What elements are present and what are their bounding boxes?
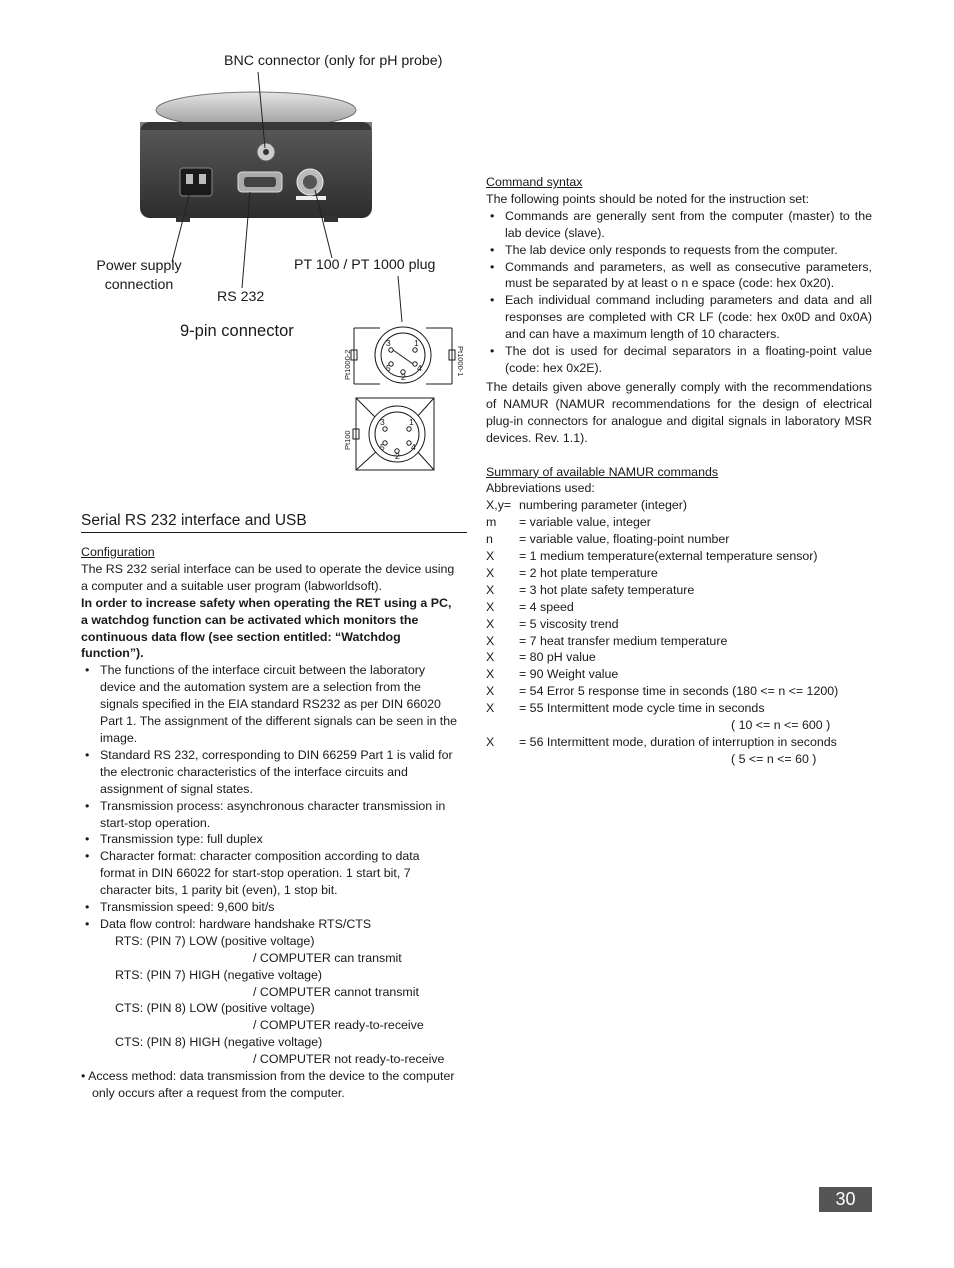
signal-line: RTS: (PIN 7) LOW (positive voltage) [115,933,315,948]
command-syntax-intro: The following points should be noted for the instruction set: [486,191,810,206]
pt-plug-label: PT 100 / PT 1000 plug [294,257,436,273]
list-item: • The dot is used for decimal separators in a floating-point value (code: hex 0x2E). [486,343,872,377]
abbrev-key: X [486,701,495,716]
abbrev-row [486,700,872,717]
access-method: • Access method: data transmission from the device to the computer only occurs after a request from the computer. [81,1069,455,1100]
list-item: • The functions of the interface circuit between the laboratory device and the automation system are a selection from the signals specified in the EIA standard RS232 as per DIN 66020 Part 1. The assignment of the different signals can be seen in the image. [81,662,458,747]
abbrev-row [486,649,872,666]
list-item: • Data flow control: hardware handshake RTS/CTS [81,916,458,933]
power-supply-line2: connection [104,277,174,293]
abbrev-key: X [486,599,495,614]
connector-diagram [340,322,470,478]
abbrev-range: ( 10 <= n <= 600 ) [731,718,831,733]
abbrev-row [486,582,872,599]
signal-line: RTS: (PIN 7) HIGH (negative voltage) [115,967,323,982]
abbrev-row [486,683,872,700]
right-column [486,174,872,768]
list-item: • Each individual command including parameters and data and all responses are completed with CR LF (code: hex 0x0D and 0x0A) and can have a maximum length of 10 characters. [486,292,872,343]
abbrev-key: X [486,735,495,749]
abbrev-row [486,497,872,514]
abbrev-key: X [486,650,495,665]
section-rule [81,532,467,533]
abbrev-key: X [486,582,495,597]
abbrev-value: = 2 hot plate temperature [519,565,658,580]
abbrev-value: = 1 medium temperature(external temperature sensor) [519,549,818,564]
abbrev-key: X [486,633,495,648]
list-item: • Transmission type: full duplex [81,831,458,848]
list-item: • Transmission process: asynchronous character transmission in start-stop operation. [81,798,458,832]
abbrev-key: X [486,565,495,580]
signal-result: / COMPUTER can transmit [253,950,402,965]
signal-result: / COMPUTER ready-to-receive [253,1018,424,1033]
abbrev-value: = 54 Error 5 response time in seconds (180 <= n <= 1200) [519,684,839,699]
abbrev-key: X [486,616,495,631]
bnc-label-bold: BNC connector [224,53,321,69]
left-column [81,544,458,1102]
list-item: • Character format: character composition according to data format in DIN 66022 for start-stop operation. 1 start bit, 7 character bits, 1 parity bit (even), 1 stop bit. [81,848,458,899]
list-item: • The lab device only responds to requests from the computer. [486,242,872,259]
pin-number: 2 [395,451,400,461]
pin-connector-label: 9-pin connector [180,322,294,340]
pin-number: 2 [401,372,406,382]
pt1000-1-label: Pt1000-1 [456,346,465,377]
section-title: Serial RS 232 interface and USB [81,512,307,529]
signal-result: / COMPUTER not ready-to-receive [253,1052,445,1067]
abbrev-value: numbering parameter (integer) [519,498,688,513]
pt100-label: Pt100 [343,430,352,450]
abbrev-key: n [486,532,493,547]
abbrev-list [486,497,872,768]
abbrev-value: = 4 speed [519,599,574,614]
list-item: • Commands and parameters, as well as consecutive parameters, must be separated by at least o n e space (code: hex 0x20). [486,259,872,293]
abbrev-intro: Abbreviations used: [486,481,595,496]
abbrev-key: X [486,549,495,564]
abbrev-row [486,548,872,565]
pin-number: 3 [380,417,385,427]
abbrev-key: X,y= [486,498,512,513]
pin-number: 1 [414,338,419,348]
power-supply-line1: Power supply [96,258,182,274]
abbrev-value: = 3 hot plate safety temperature [519,582,695,597]
abbrev-row [486,565,872,582]
power-supply-label [80,257,198,295]
config-intro: The RS 232 serial interface can be used to operate the device using a computer and a suitable user program (labworldsoft). [81,561,455,593]
abbrev-value: = variable value, integer [519,515,651,530]
command-syntax-bullets [486,208,872,377]
abbrev-value: = 56 Intermittent mode, duration of interruption in seconds [519,735,837,749]
signal-table [81,933,458,1068]
abbrev-row [486,599,872,616]
list-item: • Standard RS 232, corresponding to DIN 66259 Part 1 is valid for the electronic characteristics of the interface circuits and assignment of signal states. [81,747,458,798]
abbrev-row [486,666,872,683]
config-heading: Configuration [81,545,155,559]
command-syntax-heading: Command syntax [486,175,583,189]
abbrev-key: X [486,684,495,699]
signal-result: / COMPUTER cannot transmit [253,984,419,999]
abbrev-value: = 5 viscosity trend [519,616,619,631]
page-number: 30 [819,1187,872,1212]
pin-number: 4 [417,363,422,373]
pin-number: 5 [386,363,391,373]
abbrev-row [486,514,872,531]
abbrev-range: ( 5 <= n <= 60 ) [731,751,817,766]
config-bullets [81,662,458,933]
list-item: • Commands are generally sent from the computer (master) to the lab device (slave). [486,208,872,242]
rs232-label: RS 232 [217,289,265,305]
signal-line: CTS: (PIN 8) LOW (positive voltage) [115,1001,315,1016]
namur-summary-heading: Summary of available NAMUR commands [486,464,719,479]
abbrev-row [486,734,872,751]
namur-details: The details given above generally comply with the recommendations of NAMUR (NAMUR recommendations for the design of electrical plug-in connectors for analogue and digital signals in laboratory MSR devices. Rev. 1.1). [486,379,872,445]
abbrev-key: m [486,515,497,530]
abbrev-row [486,616,872,633]
pin-number: 4 [411,442,416,452]
abbrev-value: = 90 Weight value [519,667,619,682]
pin-number: 1 [409,417,414,427]
abbrev-value: = 80 pH value [519,650,596,665]
abbrev-value: = variable value, floating-point number [519,532,730,547]
abbrev-row [486,531,872,548]
bnc-label-note: (only for pH probe) [320,53,443,69]
abbrev-value: = 55 Intermittent mode cycle time in seconds [519,701,765,716]
abbrev-row [486,633,872,650]
pin-number: 5 [380,442,385,452]
pin-number: 3 [386,338,391,348]
signal-line: CTS: (PIN 8) HIGH (negative voltage) [115,1035,323,1050]
abbrev-key: X [486,667,495,682]
config-safety-note: In order to increase safety when operating the RET using a PC, a watchdog function can be activated which monitors the continuous data flow (see section entitled: “Watchdog function”). [81,595,452,661]
pt1000-2-label: Pt1000-2 [343,349,352,380]
list-item: • Transmission speed: 9,600 bit/s [81,899,458,916]
abbrev-value: = 7 heat transfer medium temperature [519,633,728,648]
